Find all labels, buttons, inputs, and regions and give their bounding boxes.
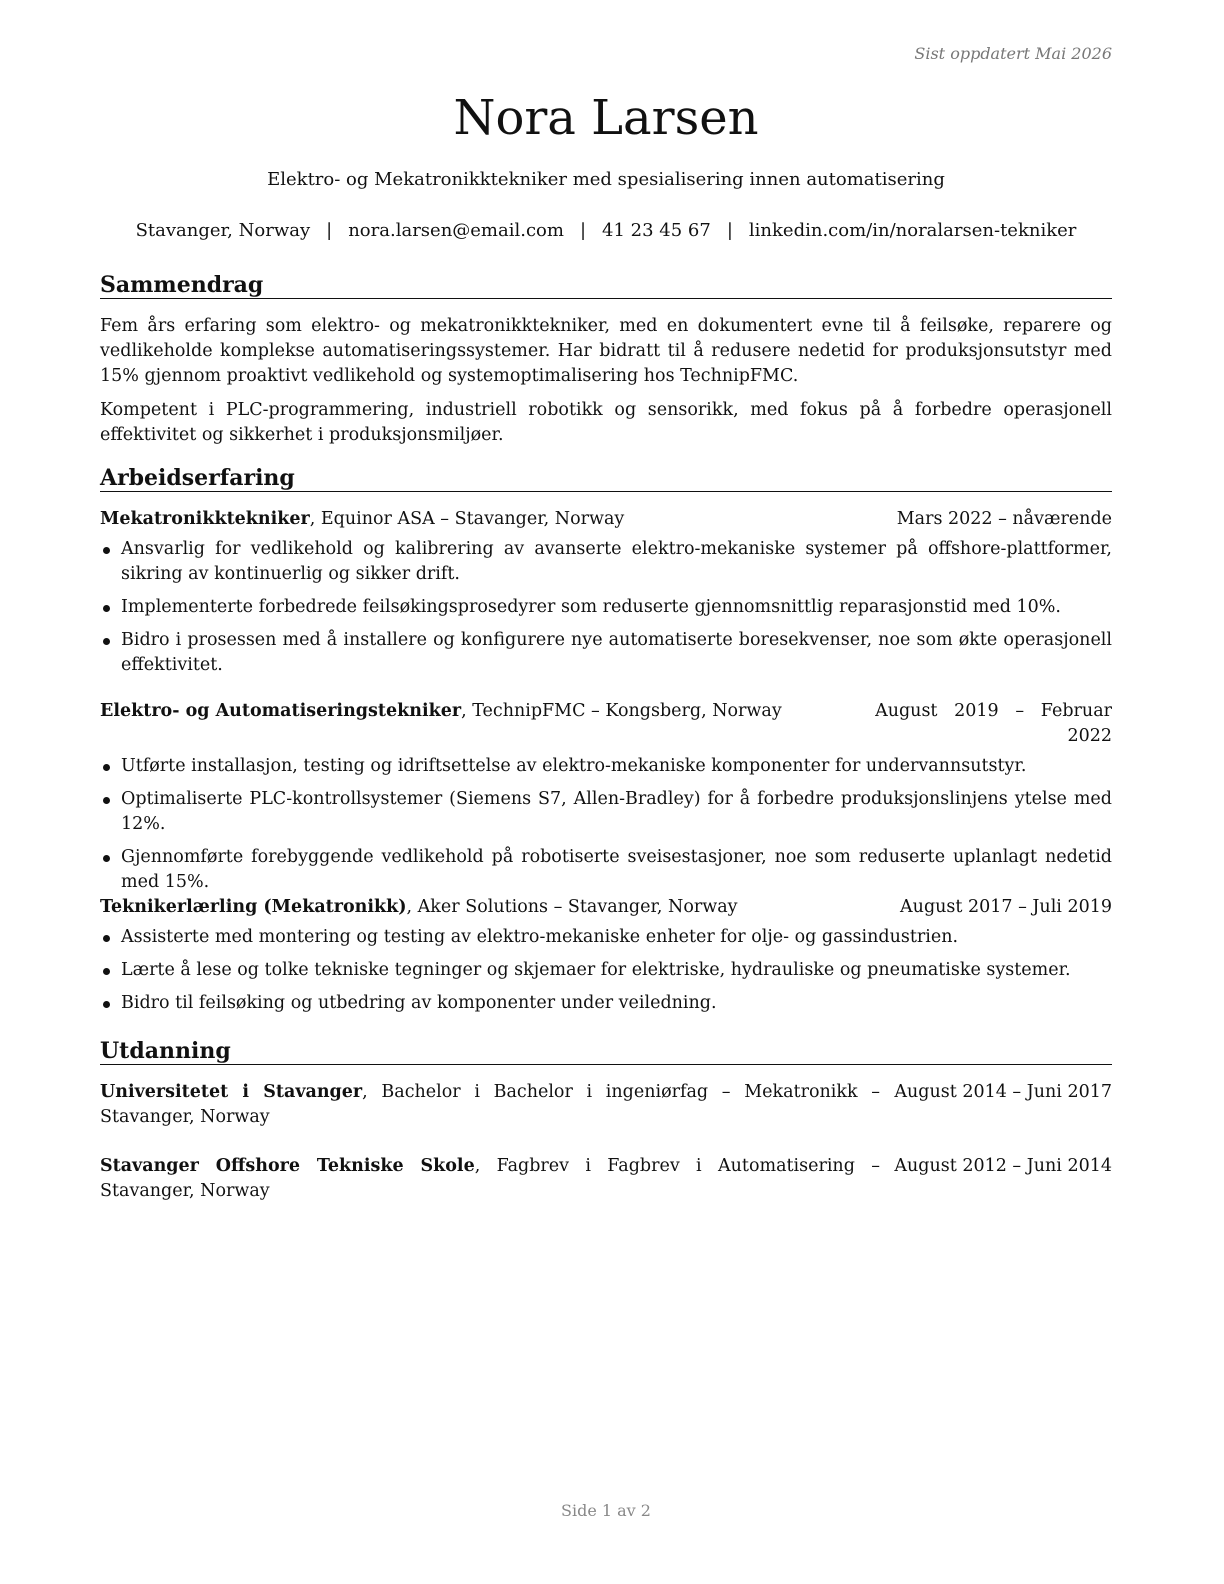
job-dates [875,699,1112,749]
list-item [100,925,1112,950]
job-header [100,699,1112,746]
bullet-icon [103,935,110,942]
job-dates-line: 2022 [1067,726,1112,746]
education-school: Stavanger Offshore Tekniske Skole [100,1156,475,1176]
bullet-icon [103,764,110,771]
bullet-icon [103,968,110,975]
contact-separator: | [326,220,333,241]
bullet-text: Assisterte med montering og testing av elektro-mekaniske enheter for olje- og gassindustrien. [121,927,959,947]
section-title-summary: Sammendrag [100,272,1112,299]
job-bullets [100,925,1112,1024]
bullet-text: Lærte å lese og tolke tekniske tegninger og skjemaer for elektriske, hydrauliske og pneumatiske systemer. [121,960,1071,980]
job-company: , TechnipFMC – Kongsberg, Norway [461,701,782,721]
contact-separator: | [579,220,587,241]
list-item [100,628,1112,678]
bullet-icon [103,547,110,554]
bullet-text: Ansvarlig for vedlikehold og kalibrering av avanserte elektro-mekaniske systemer på offshore-plattformer, sikring av kontinuerlig og sikker drift. [121,539,1112,584]
education-entry [100,1080,1112,1130]
candidate-tagline: Elektro- og Mekatronikktekniker med spesialisering innen automatisering [267,169,945,190]
job-bullets [100,537,1112,686]
education-school: Universitetet i Stavanger [100,1082,363,1102]
contact-email[interactable]: nora.larsen@email.com [348,220,564,241]
job-company: , Equinor ASA – Stavanger, Norway [309,509,625,529]
education-entry [100,1154,1112,1204]
bullet-icon [103,605,110,612]
bullet-icon [103,797,110,804]
job-role: Mekatronikktekniker [100,509,310,529]
contact-location: Stavanger, Norway [135,220,311,241]
bullet-text: Gjennomførte forebyggende vedlikehold på robotiserte sveisestasjoner, noe som reduserte uplanlagt nedetid med 15%. [121,847,1112,892]
contact-separator: | [726,220,733,241]
job-dates: August 2017 – Juli 2019 [900,897,1112,917]
job-header [100,507,1112,532]
contact-phone: 41 23 45 67 [602,220,711,241]
summary-paragraph: Fem års erfaring som elektro- og mekatronikktekniker, med en dokumentert evne til å feilsøke, reparere og vedlikeholde komplekse automatiseringssystemer. Har bidratt til å redusere nedetid for produksjonsutstyr med 15% gjennom proaktivt vedlikehold og systemoptimalisering hos TechnipFMC. [100,316,1112,386]
job-role: Elektro- og Automatiseringstekniker [100,701,462,721]
job-bullets [100,754,1112,903]
job-dates: Mars 2022 – nåværende [896,509,1112,529]
education-dates: August 2014 – Juni 2017 [894,1082,1112,1102]
education-detail: , Fagbrev i Fagbrev i Automatisering – Stavanger, Norway [100,1156,881,1201]
job-role: Teknikerlærling (Mekatronikk) [100,897,407,917]
list-item [100,958,1112,983]
list-item [100,754,1112,779]
bullet-text: Optimaliserte PLC-kontrollsystemer (Siemens S7, Allen-Bradley) for å forbedre produksjonslinjens ytelse med 12%. [121,789,1112,834]
list-item [100,537,1112,587]
list-item [100,595,1112,620]
list-item [100,991,1112,1016]
job-dates-line: August 2019 – Februar [875,701,1112,721]
job-header [100,895,1112,920]
bullet-text: Utførte installasjon, testing og idriftsettelse av elektro-mekaniske komponenter for undervannsutstyr. [121,756,1027,776]
contact-line [100,219,1112,243]
bullet-icon [103,638,110,645]
bullet-text: Implementerte forbedrede feilsøkingsprosedyrer som reduserte gjennomsnittlig reparasjonstid med 10%. [121,597,1061,617]
bullet-icon [103,855,110,862]
summary-paragraph: Kompetent i PLC-programmering, industriell robotikk og sensorikk, med fokus på å forbedre operasjonell effektivitet og sikkerhet i produksjonsmiljøer. [100,400,1112,445]
bullet-text: Bidro til feilsøking og utbedring av komponenter under veiledning. [121,993,717,1013]
list-item [100,787,1112,837]
job-company: , Aker Solutions – Stavanger, Norway [406,897,738,917]
education-dates: August 2012 – Juni 2014 [894,1156,1112,1176]
bullet-icon [103,1001,110,1008]
list-item [100,845,1112,895]
resume-page [100,0,1112,1584]
candidate-name: Nora Larsen [453,90,759,146]
bullet-text: Bidro i prosessen med å installere og konfigurere nye automatiserte boresekvenser, noe som økte operasjonell effektivitet. [121,630,1112,675]
page-number: Side 1 av 2 [561,1501,651,1520]
education-detail: , Bachelor i Bachelor i ingeniørfag – Mekatronikk – Stavanger, Norway [100,1082,880,1127]
section-title-education: Utdanning [100,1038,1112,1065]
contact-linkedin[interactable]: linkedin.com/in/noralarsen-tekniker [748,220,1077,241]
last-updated-note: Sist oppdatert Mai 2026 [914,44,1112,63]
section-title-experience: Arbeidserfaring [100,465,1112,492]
